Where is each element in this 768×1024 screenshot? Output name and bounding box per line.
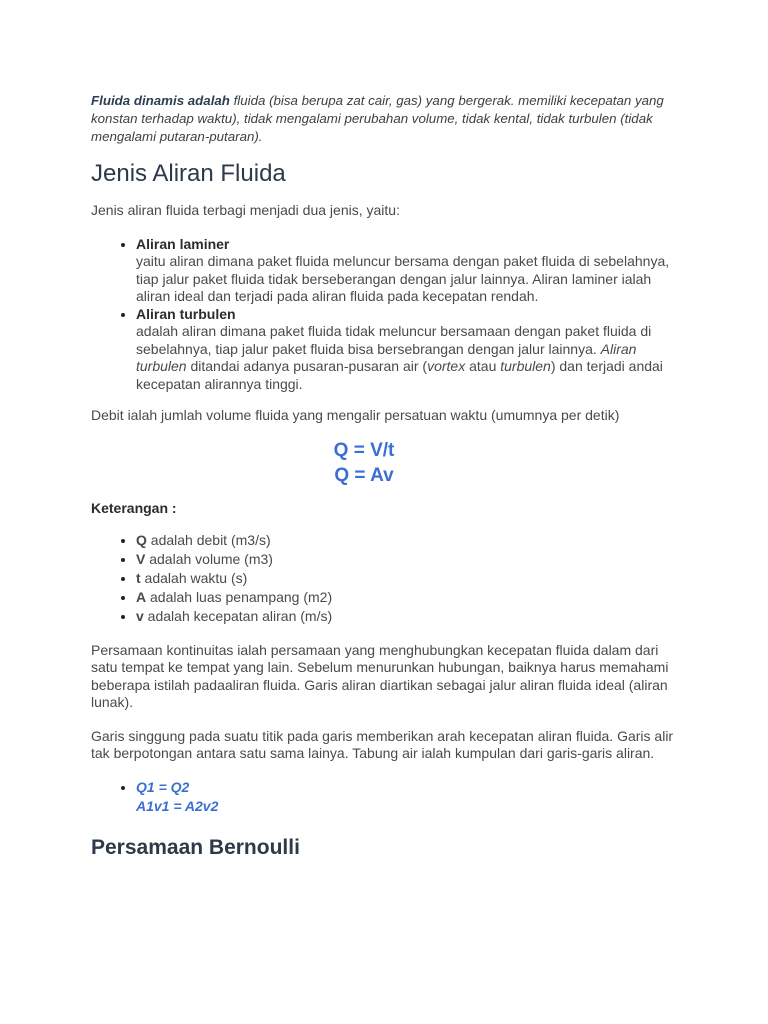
- heading-bernoulli: Persamaan Bernoulli: [91, 835, 300, 859]
- var-symbol: V: [136, 550, 146, 567]
- turbulen-text-c: atau: [465, 358, 501, 374]
- list-item-var: [136, 550, 681, 569]
- list-item-equation: [136, 778, 681, 816]
- formula-q-av: Q = Av: [334, 464, 394, 486]
- turbulen-text-b: ditandai adanya pusaran-pusaran air (: [186, 358, 428, 374]
- continuity-equation-list: [91, 778, 681, 816]
- debit-paragraph: Debit ialah jumlah volume fluida yang mengalir persatuan waktu (umumnya per detik): [91, 407, 620, 423]
- turbulen-em-a: Aliran turbulen: [136, 340, 637, 374]
- heading-jenis-aliran: Jenis Aliran Fluida: [91, 160, 286, 187]
- var-desc: adalah luas penampang (m2): [146, 588, 333, 605]
- var-symbol: A: [136, 588, 147, 605]
- var-symbol: v: [136, 607, 144, 624]
- turbulen-title: Aliran turbulen: [136, 305, 236, 322]
- debit-formula: [91, 438, 681, 488]
- var-desc: adalah volume (m3): [145, 550, 273, 567]
- turbulen-em-b: vortex: [427, 358, 466, 374]
- intro-text: fluida (bisa berupa zat cair, gas) yang bergerak. memiliki kecepatan yang konstan terhadap waktu), tidak mengalami perubahan volume, tidak kental, tidak turbulen (tidak mengalami putaran-putaran).: [91, 93, 664, 144]
- var-symbol: t: [136, 569, 141, 586]
- keterangan-label: Keterangan :: [91, 499, 177, 516]
- flow-types-list: [91, 236, 681, 394]
- var-symbol: Q: [136, 531, 147, 548]
- list-item-var: [136, 531, 681, 550]
- turbulen-text-a: adalah aliran dimana paket fluida tidak meluncur bersamaan dengan paket fluida di sebelahnya, tiap jalur paket fluida bisa bersebrangan dengan jalur lainnya.: [136, 323, 652, 357]
- kontinuitas-paragraph: Persamaan kontinuitas ialah persamaan yang menghubungkan kecepatan fluida dalam dari satu tempat ke tempat yang lain. Sebelum menurunkan hubungan, baiknya harus memahami beberapa istilah padaaliran fluida. Garis aliran diartikan sebagai jalur aliran fluida ideal (aliran lunak).: [91, 641, 669, 710]
- formula-q-vt: Q = V/t: [333, 439, 395, 461]
- article: [91, 92, 681, 862]
- list-item-var: [136, 588, 681, 607]
- turbulen-em-c: turbulen: [500, 358, 551, 374]
- var-desc: adalah waktu (s): [140, 569, 248, 586]
- list-item-var: [136, 569, 681, 588]
- variables-list: [91, 531, 681, 626]
- intro-term: Fluida dinamis adalah: [91, 93, 230, 108]
- list-item-laminer: [136, 236, 681, 306]
- equation-av: A1v1 = A2v2: [136, 797, 219, 814]
- list-item-var: [136, 607, 681, 626]
- laminer-text: yaitu aliran dimana paket fluida meluncur bersama dengan paket fluida di sebelahnya, tiap jalur paket fluida tidak berseberangan dengan jalur lainnya. Aliran laminer ialah aliran ideal dan terjadi pada aliran fluida pada kecepatan rendah.: [136, 253, 670, 304]
- list-item-turbulen: [136, 306, 681, 394]
- turbulen-text-d: ) dan terjadi andai kecepatan alirannya tinggi.: [136, 358, 663, 392]
- laminer-title: Aliran laminer: [136, 235, 230, 252]
- garis-singgung-paragraph: Garis singgung pada suatu titik pada garis memberikan arah kecepatan aliran fluida. Garis alir tak berpotongan antara satu sama lainya. Tabung air ialah kumpulan dari garis-garis aliran.: [91, 727, 674, 761]
- equation-q: Q1 = Q2: [136, 778, 190, 795]
- jenis-lead: Jenis aliran fluida terbagi menjadi dua jenis, yaitu:: [91, 202, 400, 218]
- intro-paragraph: [91, 92, 681, 146]
- var-desc: adalah kecepatan aliran (m/s): [143, 607, 333, 624]
- var-desc: adalah debit (m3/s): [146, 531, 271, 548]
